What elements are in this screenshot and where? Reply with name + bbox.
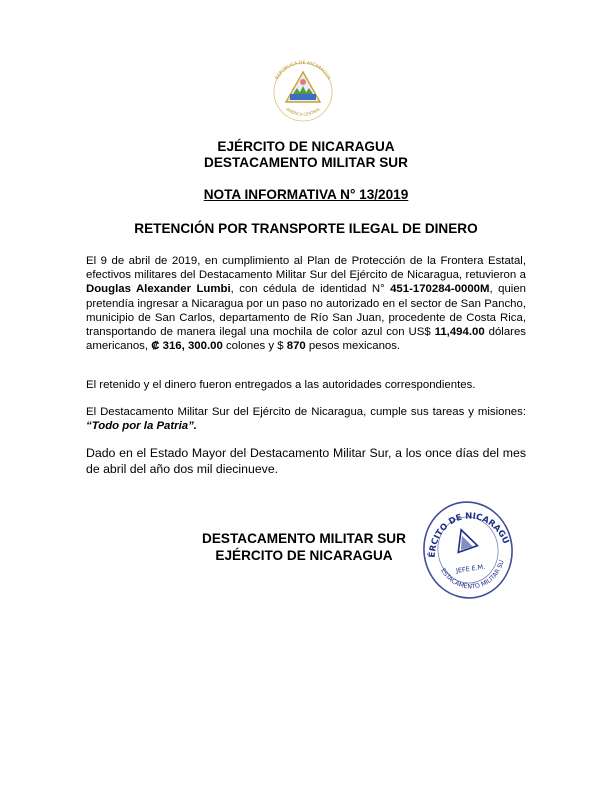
svg-text:EJÉRCITO DE NICARAGUA	[418, 495, 512, 561]
signature-block	[160, 530, 448, 564]
detainee-name: Douglas Alexander Lumbi	[86, 283, 231, 296]
stamp-ring-bottom: DESTACAMENTO MILITAR SUR	[439, 559, 506, 591]
stamp-ring-top: EJÉRCITO DE NICARAGUA	[427, 511, 511, 558]
amount-crc: ₡ 316, 300.00	[151, 340, 223, 353]
note-title: NOTA INFORMATIVA N° 13/2019	[203, 187, 409, 202]
body-paragraph-2: El retenido y el dinero fueron entregados a las autoridades correspondientes.	[86, 379, 476, 391]
signature-line-1: DESTACAMENTO MILITAR SUR	[202, 531, 406, 546]
body-paragraph-1: El 9 de abril de 2019, en cumplimiento al Plan de Protección de la Frontera Estatal, efectivos militares del Destacamento Militar Sur del Ejército de Nicaragua, retuvieron a Douglas Alexander Lumbi, con cédula de identidad N° 451-170284-0000M, quien pretendía ingresar a Nicaragua por un paso no autorizado en el sector de San Pancho, municipio de San Carlos, departamento de Río San Juan, procedente de Costa Rica, transportando de manera ilegal una mochila de color azul con US$ 11,494.00 dólares americanos, ₡ 316, 300.00 colones y $ 870 pesos mexicanos.	[86, 255, 526, 353]
id-number: 451-170284-0000M	[390, 283, 490, 296]
signature-line-2: EJÉRCITO DE NICARAGUA	[215, 548, 393, 563]
seal-ring-text-top: REPÚBLICA DE NICARAGUA	[275, 60, 331, 81]
official-stamp	[418, 495, 518, 605]
stamp-center-text: JEFE E.M.	[455, 562, 486, 575]
closing-paragraph: Dado en el Estado Mayor del Destacamento Militar Sur, a los once días del mes de abril del año dos mil diecinueve.	[86, 446, 526, 476]
seal-ring-text-bottom: AMÉRICA CENTRAL	[284, 106, 322, 117]
body-paragraph-3: El Destacamento Militar Sur del Ejército de Nicaragua, cumple sus tareas y misiones: “Todo por la Patria”.	[86, 406, 526, 433]
motto: “Todo por la Patria”.	[86, 420, 197, 433]
header-line-2: DESTACAMENTO MILITAR SUR	[204, 155, 408, 170]
coat-of-arms-seal	[266, 58, 340, 122]
header-line-1: EJÉRCITO DE NICARAGUA	[217, 139, 395, 154]
svg-text:AMÉRICA CENTRAL	[285, 106, 322, 117]
amount-usd: 11,494.00	[434, 326, 485, 339]
organization-header	[0, 139, 612, 171]
amount-mxn: 870	[286, 340, 306, 353]
subject-heading: RETENCIÓN POR TRANSPORTE ILEGAL DE DINERO	[134, 221, 478, 236]
